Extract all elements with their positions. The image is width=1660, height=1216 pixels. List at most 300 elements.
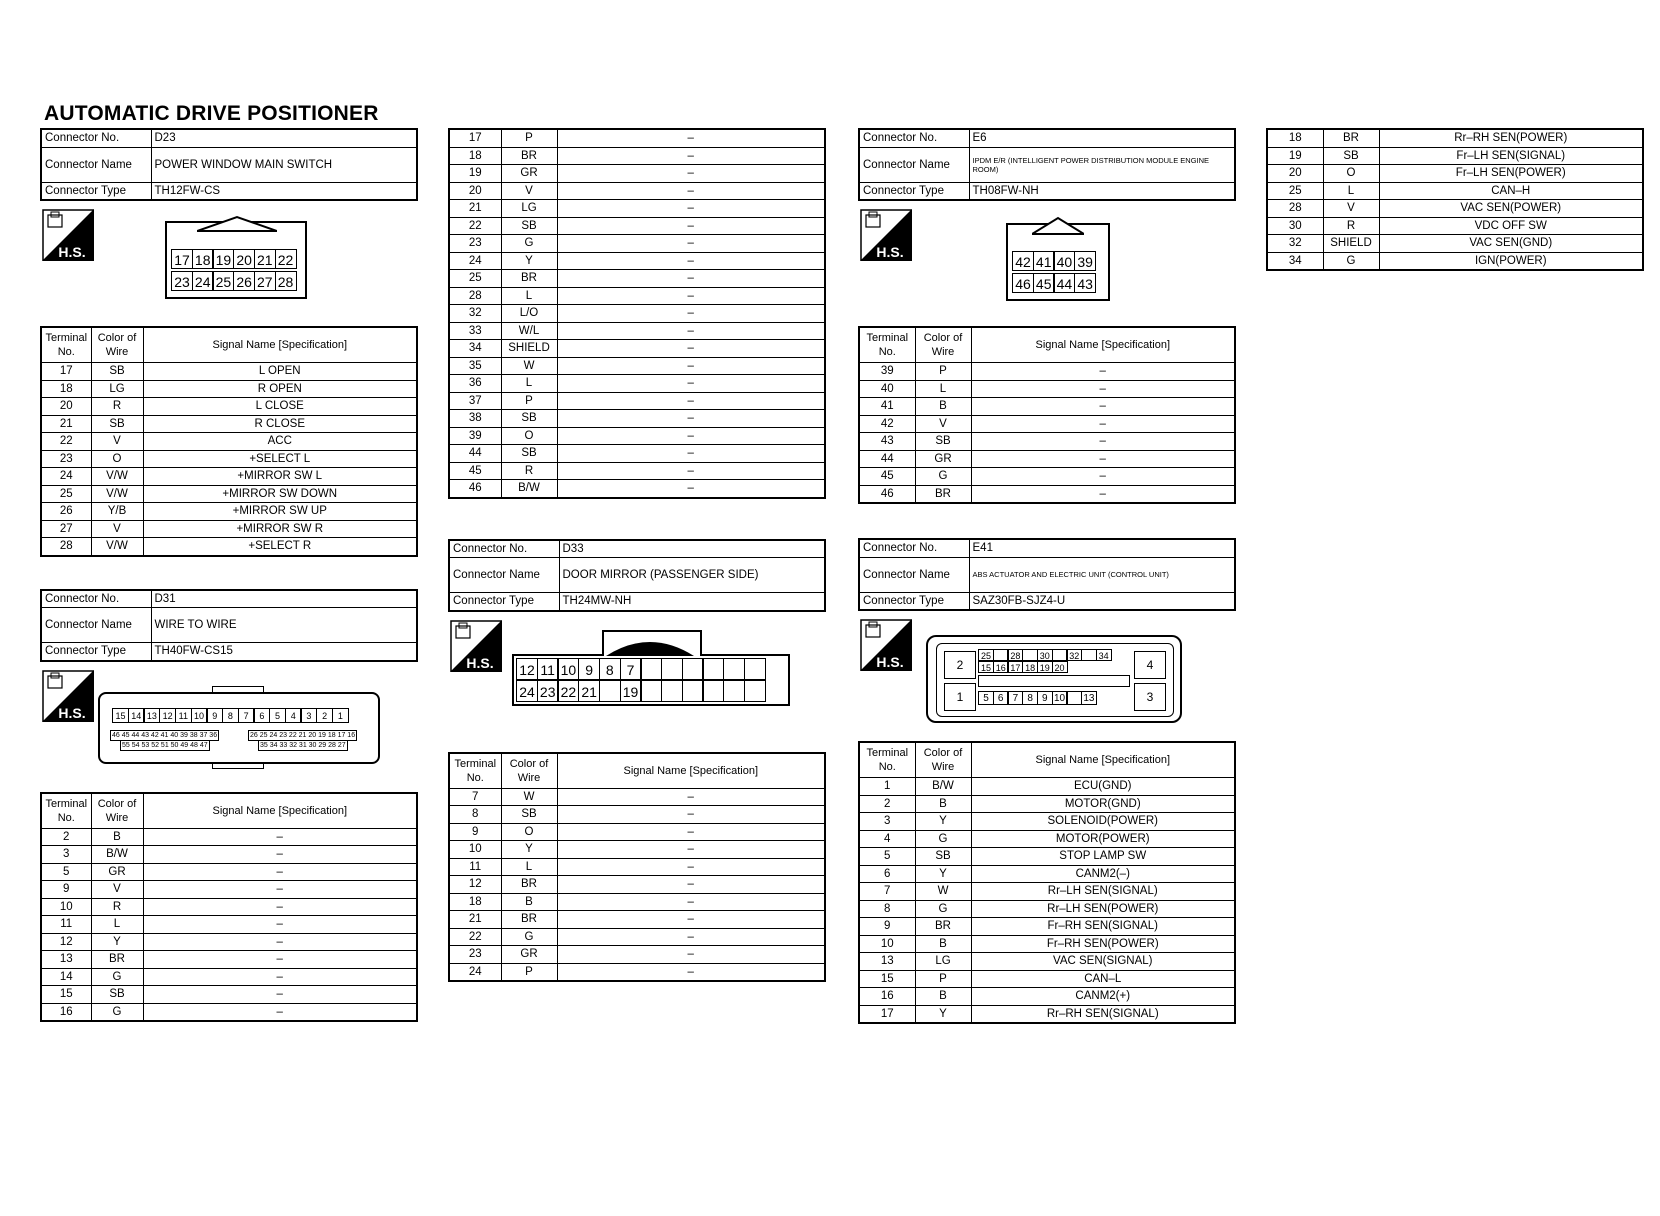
connector-pin: 23 [537,680,559,702]
terminal-cell: 44 [449,445,501,463]
terminal-cell: 19 [449,165,501,183]
table-row [41,916,417,934]
signal-cell: – [971,468,1235,486]
e6-face-top-row [1012,251,1095,271]
color-cell: V [501,182,557,200]
d31-face-top-row [112,708,348,723]
table-row [449,217,825,235]
connector-pin [1066,691,1082,705]
color-cell: L [501,287,557,305]
terminal-cell: 43 [859,433,915,451]
signal-cell: – [557,480,825,498]
d31-connector-face [98,692,380,764]
table-row [859,883,1235,901]
d23-face-top-row [171,249,295,269]
signal-cell: Rr–RH SEN(POWER) [1379,129,1643,147]
table-row [1267,252,1643,270]
signal-cell: – [143,828,417,846]
table-row [1267,147,1643,165]
terminal-cell: 25 [41,485,91,503]
connector-no-label: Connector No. [449,540,559,558]
connector-pin: 5 [269,708,286,723]
terminal-cell: 28 [1267,200,1323,218]
connector-pin [640,658,662,680]
d23-diagram [40,201,418,326]
connector-pin [702,680,724,702]
color-cell: L [501,858,557,876]
color-of-wire-header: Color of Wire [915,327,971,363]
e41-info-table [858,538,1236,611]
e41-face-row-3 [978,691,1096,705]
connector-pin: 4 [285,708,302,723]
color-cell: L/O [501,305,557,323]
connector-pin: 10 [1052,691,1068,705]
connector-type-label: Connector Type [41,182,151,200]
color-cell: V/W [91,468,143,486]
table-row [859,813,1235,831]
color-cell: P [915,363,971,381]
terminal-no-header: Terminal No. [859,742,915,778]
signal-cell: – [971,433,1235,451]
signal-cell: – [557,946,825,964]
terminal-cell: 20 [1267,165,1323,183]
table-row [449,270,825,288]
latch-icon [197,215,277,233]
connector-pin: 27 [254,271,276,291]
terminal-cell: 18 [41,380,91,398]
terminal-cell: 17 [41,363,91,381]
table-row [859,778,1235,796]
terminal-cell: 41 [859,398,915,416]
table-row [859,935,1235,953]
connector-pin: 24 [516,680,538,702]
signal-cell: – [557,200,825,218]
connector-pin [702,658,724,680]
terminal-cell: 23 [449,946,501,964]
signal-cell: – [143,933,417,951]
table-row [859,795,1235,813]
terminal-cell: 2 [859,795,915,813]
table-row [449,928,825,946]
d31-face-mid-right: 26 25 24 23 22 21 20 19 18 17 16 [250,731,356,739]
table-row [41,468,417,486]
color-cell: SB [501,445,557,463]
connector-type-value: SAZ30FB-SJZ4-U [969,592,1235,610]
connector-pin [1052,649,1068,661]
table-row [449,893,825,911]
terminal-cell: 14 [41,968,91,986]
connector-type-label: Connector Type [859,182,969,200]
terminal-cell: 46 [449,480,501,498]
color-cell: GR [91,863,143,881]
terminal-cell: 23 [449,235,501,253]
color-cell: V [1323,200,1379,218]
table-row [41,520,417,538]
table-row [859,865,1235,883]
signal-cell: – [557,305,825,323]
color-cell: SB [91,363,143,381]
connector-pin [682,680,704,702]
hs-label: H.S. [58,244,86,260]
d33-face-bottom-row [516,680,764,702]
color-cell: G [1323,252,1379,270]
connector-pin: 24 [192,271,214,291]
terminal-cell: 44 [859,450,915,468]
table-row [449,340,825,358]
connector-no-label: Connector No. [859,129,969,147]
connector-no-label: Connector No. [41,590,151,608]
connector-pin [661,658,683,680]
color-cell: B/W [501,480,557,498]
terminal-cell: 35 [449,357,501,375]
signal-cell: MOTOR(POWER) [971,830,1235,848]
terminal-cell: 21 [449,911,501,929]
column-1 [40,128,418,1022]
table-row [41,450,417,468]
terminal-cell: 21 [449,200,501,218]
signal-cell: +MIRROR SW L [143,468,417,486]
color-cell: P [501,392,557,410]
color-cell: BR [501,876,557,894]
e41-big-pin-1: 1 [944,683,976,711]
signal-cell: – [557,322,825,340]
signal-cell: – [557,182,825,200]
connector-pin: 44 [1053,273,1075,293]
table-row [449,841,825,859]
color-cell: V [91,881,143,899]
signal-cell: – [557,270,825,288]
signal-cell: – [557,841,825,859]
signal-name-header: Signal Name [Specification] [971,327,1235,363]
color-cell: B [91,828,143,846]
connector-type-value: TH12FW-CS [151,182,417,200]
table-row [1267,200,1643,218]
color-cell: SB [91,415,143,433]
signal-cell: +MIRROR SW R [143,520,417,538]
signal-cell: – [557,806,825,824]
table-row [859,848,1235,866]
table-row [41,415,417,433]
table-row [41,398,417,416]
terminal-cell: 9 [859,918,915,936]
table-row [449,410,825,428]
d33-pin-table [448,752,826,983]
table-row [41,846,417,864]
e41-face-row-2 [978,661,1066,673]
terminal-cell: 18 [449,147,501,165]
connector-pin: 21 [254,249,276,269]
terminal-cell: 11 [41,916,91,934]
color-cell: SB [915,433,971,451]
table-row [449,963,825,981]
table-row [449,823,825,841]
connector-type-value: TH24MW-NH [559,593,825,611]
terminal-cell: 7 [449,788,501,806]
color-cell: Y [501,252,557,270]
e41-connector-face [926,635,1182,723]
signal-cell: +SELECT L [143,450,417,468]
signal-cell: – [143,863,417,881]
connector-pin: 7 [620,658,642,680]
table-row [449,462,825,480]
terminal-cell: 19 [1267,147,1323,165]
table-row [859,485,1235,503]
color-cell: LG [91,380,143,398]
hs-icon [450,620,502,672]
table-row [449,287,825,305]
signal-name-header: Signal Name [Specification] [557,753,825,789]
connector-pin: 18 [192,249,214,269]
d31-face-bot-left: 55 54 53 52 51 50 49 48 47 [122,741,208,749]
terminal-cell: 22 [449,217,501,235]
connector-pin: 9 [206,708,223,723]
signal-cell: – [557,357,825,375]
table-row [449,375,825,393]
connector-pin: 15 [978,661,994,673]
table-row [449,946,825,964]
d23-face-bottom-row [171,271,295,291]
terminal-cell: 18 [449,893,501,911]
signal-cell: – [557,340,825,358]
color-cell: V/W [91,538,143,556]
terminal-cell: 37 [449,392,501,410]
color-cell: BR [501,270,557,288]
signal-cell: – [143,898,417,916]
signal-cell: – [557,252,825,270]
connector-no-value: E6 [969,129,1235,147]
connector-pin: 19 [212,249,234,269]
connector-name-label: Connector Name [859,147,969,182]
table-row [449,252,825,270]
table-row [449,427,825,445]
connector-pin: 25 [978,649,994,661]
connector-pin: 11 [175,708,192,723]
terminal-cell: 28 [449,287,501,305]
e41-big-pin-3: 3 [1134,683,1166,711]
terminal-cell: 10 [41,898,91,916]
connector-pin: 8 [222,708,239,723]
color-cell: R [91,898,143,916]
signal-cell: – [143,846,417,864]
connector-pin: 25 [212,271,234,291]
connector-pin [1022,649,1038,661]
signal-cell: MOTOR(GND) [971,795,1235,813]
table-row [1267,217,1643,235]
color-cell: SB [501,410,557,428]
terminal-cell: 24 [41,468,91,486]
terminal-cell: 26 [41,503,91,521]
table-row [41,968,417,986]
color-cell: P [501,129,557,147]
signal-cell: ACC [143,433,417,451]
connector-name-label: Connector Name [41,608,151,643]
table-row [41,380,417,398]
signal-cell: VDC OFF SW [1379,217,1643,235]
table-row [41,898,417,916]
color-cell: B [501,893,557,911]
signal-cell: – [557,217,825,235]
signal-cell: CANM2(+) [971,988,1235,1006]
signal-cell: VAC SEN(POWER) [1379,200,1643,218]
color-cell: V [91,520,143,538]
terminal-cell: 17 [859,1005,915,1023]
signal-cell: – [971,415,1235,433]
terminal-cell: 34 [1267,252,1323,270]
table-row [41,881,417,899]
color-cell: LG [501,200,557,218]
connector-no-value: D33 [559,540,825,558]
color-cell: W [915,883,971,901]
connector-name-value: POWER WINDOW MAIN SWITCH [151,147,417,182]
e6-diagram [858,201,1236,326]
d33-diagram [448,612,826,752]
terminal-cell: 32 [449,305,501,323]
terminal-cell: 46 [859,485,915,503]
signal-cell: – [557,858,825,876]
color-cell: W/L [501,322,557,340]
connector-type-label: Connector Type [449,593,559,611]
color-cell: Y [91,933,143,951]
color-of-wire-header: Color of Wire [91,327,143,363]
connector-pin: 17 [171,249,193,269]
e41-face-row-1 [978,649,1110,661]
table-row [449,235,825,253]
e6-pin-table [858,326,1236,504]
connector-type-label: Connector Type [41,643,151,661]
color-cell: SB [1323,147,1379,165]
color-of-wire-header: Color of Wire [91,793,143,829]
signal-cell: CAN–H [1379,182,1643,200]
connector-name-label: Connector Name [449,558,559,593]
table-row [449,182,825,200]
hs-label: H.S. [58,704,86,721]
signal-cell: – [557,445,825,463]
connector-pin: 22 [275,249,297,269]
color-cell: BR [501,147,557,165]
hs-label: H.S. [466,654,494,671]
signal-cell: – [557,893,825,911]
connector-type-value: TH08FW-NH [969,182,1235,200]
connector-no-label: Connector No. [859,539,969,557]
color-cell: B [915,398,971,416]
connector-pin: 22 [557,680,579,702]
connector-no-value: D31 [151,590,417,608]
color-cell: B [915,935,971,953]
signal-cell: +SELECT R [143,538,417,556]
e6-info-table [858,128,1236,201]
connector-pin: 41 [1033,251,1055,271]
terminal-cell: 9 [41,881,91,899]
latch-icon [1032,216,1084,236]
color-cell: L [915,380,971,398]
table-row [859,970,1235,988]
terminal-no-header: Terminal No. [449,753,501,789]
column-3 [858,128,1236,1024]
table-row [1267,129,1643,147]
table-row [41,863,417,881]
connector-pin [744,680,766,702]
table-row [449,806,825,824]
color-cell: B [915,988,971,1006]
connector-pin: 8 [599,658,621,680]
connector-pin: 23 [171,271,193,291]
hs-icon [860,619,912,671]
color-cell: G [501,235,557,253]
table-row [859,830,1235,848]
connector-pin: 3 [300,708,317,723]
signal-cell: L OPEN [143,363,417,381]
column-4 [1266,128,1644,271]
signal-cell: Fr–RH SEN(SIGNAL) [971,918,1235,936]
table-row [859,398,1235,416]
terminal-cell: 1 [859,778,915,796]
color-cell: BR [915,918,971,936]
connector-pin [744,658,766,680]
connector-pin: 13 [1081,691,1097,705]
connector-pin [993,649,1009,661]
connector-name-value: IPDM E/R (INTELLIGENT POWER DISTRIBUTION MODULE ENGINE ROOM) [969,147,1235,182]
color-cell: P [501,963,557,981]
color-cell: V [91,433,143,451]
e41-big-pin-4: 4 [1134,651,1166,679]
connector-pin: 15 [112,708,129,723]
d23-pin-table [40,326,418,557]
color-cell: R [501,462,557,480]
color-cell: L [1323,182,1379,200]
color-of-wire-header: Color of Wire [915,742,971,778]
color-cell: P [915,970,971,988]
table-row [859,415,1235,433]
terminal-cell: 10 [449,841,501,859]
connector-pin: 10 [191,708,208,723]
signal-name-header: Signal Name [Specification] [143,327,417,363]
signal-cell: – [557,876,825,894]
terminal-cell: 25 [1267,182,1323,200]
terminal-no-header: Terminal No. [859,327,915,363]
color-cell: SB [91,986,143,1004]
color-cell: Y [501,841,557,859]
signal-cell: CANM2(–) [971,865,1235,883]
color-cell: Y [915,865,971,883]
signal-cell: – [971,398,1235,416]
table-row [41,503,417,521]
table-row [859,450,1235,468]
table-row [449,129,825,147]
color-cell: V/W [91,485,143,503]
color-cell: Y/B [91,503,143,521]
d31-face-mid-left: 46 45 44 43 42 41 40 39 38 37 36 [112,731,218,739]
signal-cell: – [971,485,1235,503]
color-cell: G [91,968,143,986]
terminal-cell: 36 [449,375,501,393]
terminal-cell: 27 [41,520,91,538]
color-cell: W [501,357,557,375]
table-row [449,911,825,929]
connector-pin: 26 [233,271,255,291]
terminal-cell: 22 [449,928,501,946]
table-row [1267,165,1643,183]
hs-icon [42,670,94,722]
page-title: AUTOMATIC DRIVE POSITIONER [44,102,379,125]
color-cell: BR [1323,129,1379,147]
connector-pin: 8 [1022,691,1038,705]
color-cell: BR [501,911,557,929]
terminal-cell: 33 [449,322,501,340]
e41-diagram [858,611,1236,741]
table-row [449,392,825,410]
d31-pin-table-b [448,128,826,499]
table-row [41,951,417,969]
